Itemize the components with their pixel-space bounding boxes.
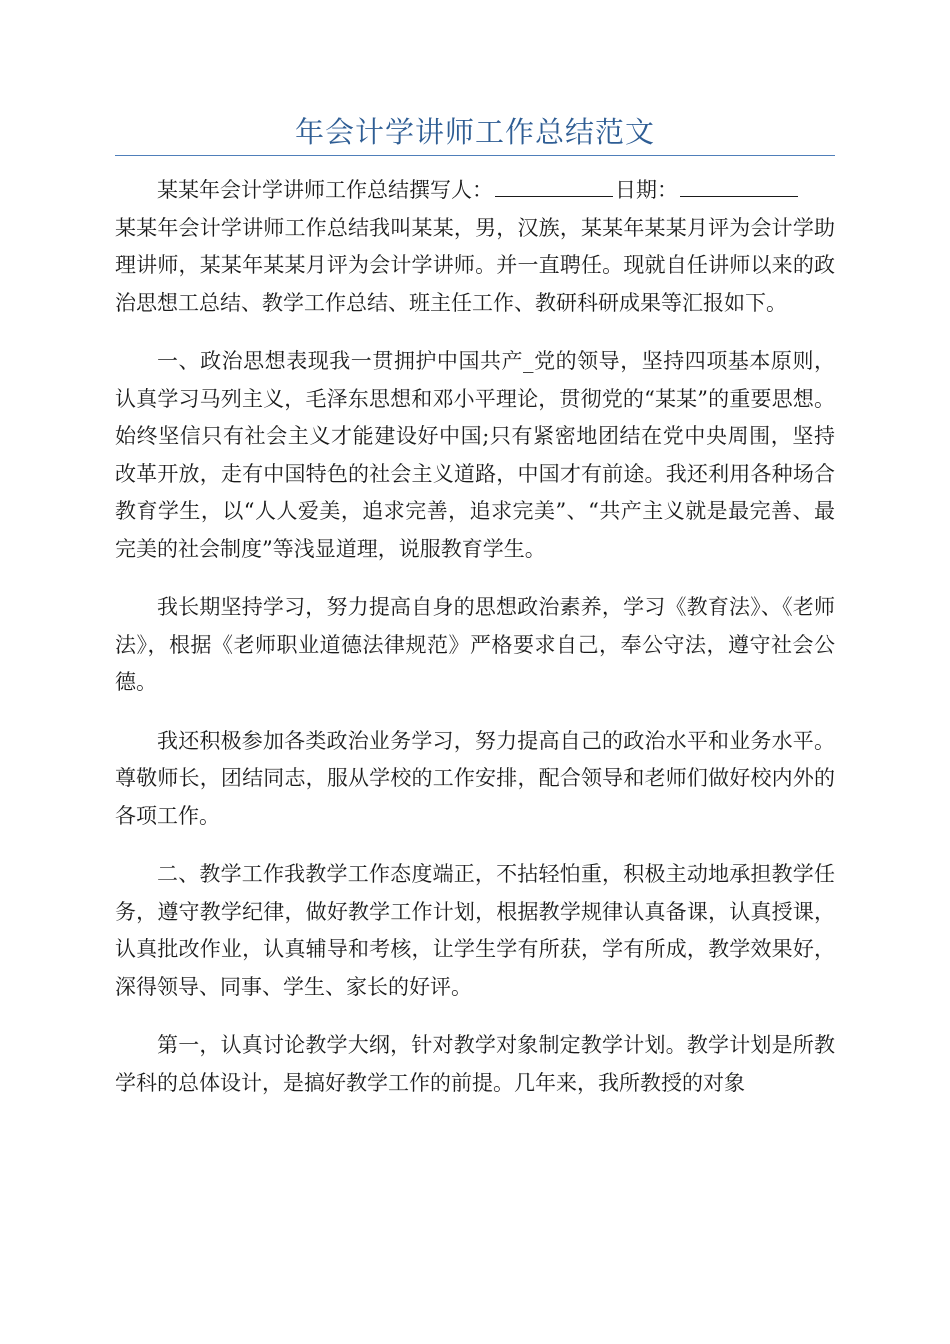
date-label: 日期：	[615, 178, 678, 202]
paragraph-first: 第一，认真讨论教学大纲，针对教学对象制定教学计划。教学计划是所教学科的总体设计，是搞好教学工作的前提。几年来，我所教授的对象	[115, 1033, 835, 1095]
paragraph-study: 我长期坚持学习，努力提高自身的思想政治素养，学习《教育法》、《老师法》，根据《老师职业道德法律规范》严格要求自己，奉公守法，遵守社会公德。	[115, 595, 835, 694]
author-blank	[495, 178, 613, 197]
paragraph-teaching: 二、教学工作我教学工作态度端正，不拈轻怕重，积极主动地承担教学任务，遵守教学纪律，做好教学工作计划，根据教学规律认真备课，认真授课，认真批改作业，认真辅导和考核，让学生学有所获，学有所成，教学效果好，深得领导、同事、学生、家长的好评。	[115, 862, 835, 999]
title-divider	[115, 155, 835, 156]
paragraph-political: 一、政治思想表现我一贯拥护中国共产_党的领导，坚持四项基本原则，认真学习马列主义，毛泽东思想和邓小平理论，贯彻党的“某某”的重要思想。始终坚信只有社会主义才能建设好中国;只有紧密地团结在党中央周围，坚持改革开放，走有中国特色的社会主义道路，中国才有前途。我还利用各种场合教育学生，以“人人爱美，追求完善，追求完美”、“共产主义就是最完善、最完美的社会制度”等浅显道理，说服教育学生。	[115, 349, 835, 561]
paragraph-intro: 某某年会计学讲师工作总结我叫某某，男，汉族，某某年某某月评为会计学助理讲师，某某年某某月评为会计学讲师。并一直聘任。现就自任讲师以来的政治思想工总结、教学工作总结、班主任工作、教研科研成果等汇报如下。	[115, 215, 835, 315]
author-date-line	[115, 172, 835, 210]
author-label: 某某年会计学讲师工作总结撰写人：	[157, 178, 493, 202]
document-title: 年会计学讲师工作总结范文	[294, 115, 655, 149]
paragraph-business: 我还积极参加各类政治业务学习，努力提高自己的政治水平和业务水平。尊敬师长，团结同志，服从学校的工作安排，配合领导和老师们做好校内外的各项工作。	[115, 728, 835, 828]
date-blank	[680, 178, 798, 197]
document-body	[115, 172, 835, 1123]
